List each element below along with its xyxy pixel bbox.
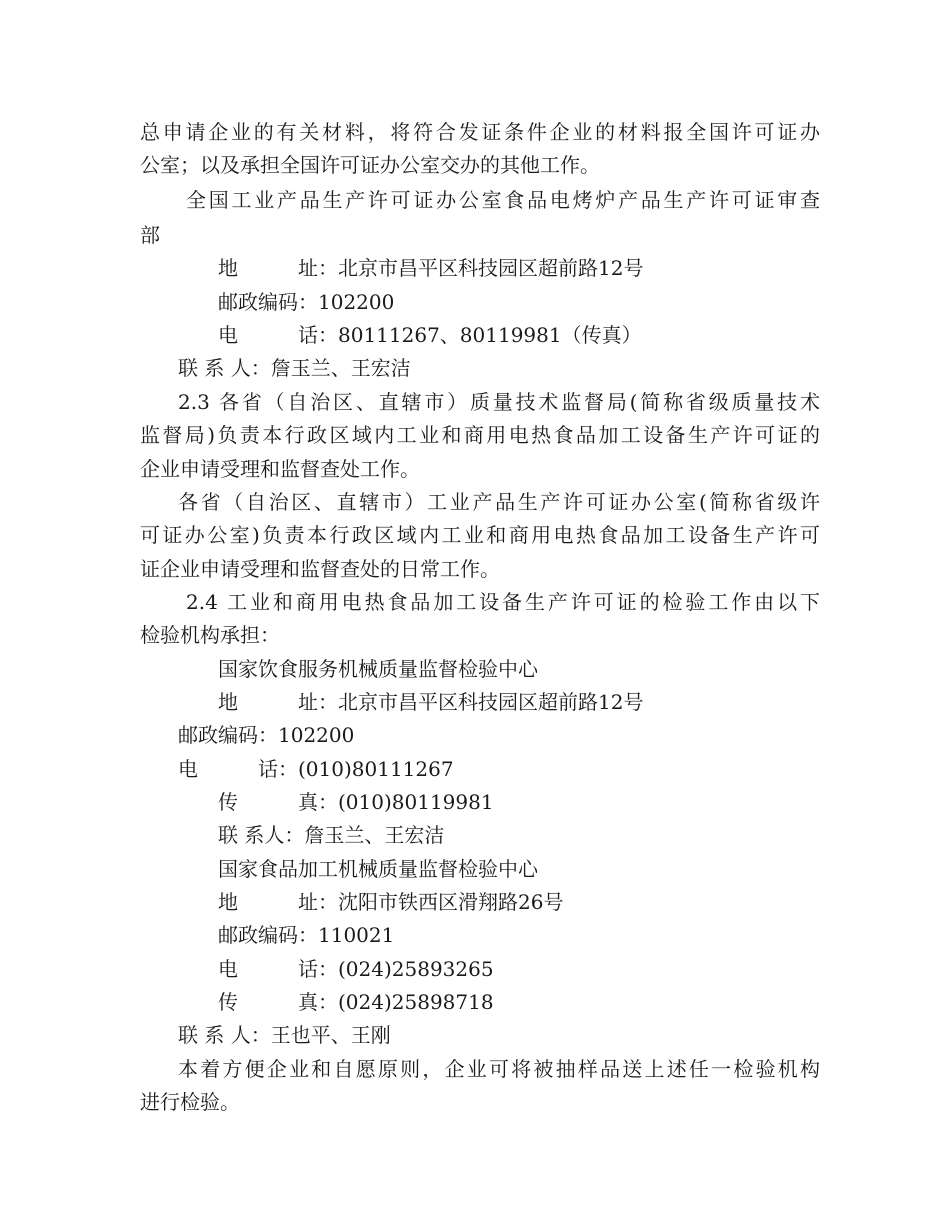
postcode-label: 邮政编码： [218,290,318,314]
address-line [218,254,643,282]
closing-text-line: 进行检验。 [140,1090,240,1114]
phone-value: (010)80111267 [298,757,454,781]
contacts-line [218,821,444,849]
contacts-line [178,354,411,382]
address-line [218,688,643,716]
postcode-line [218,921,394,949]
postcode-value: 102200 [318,290,395,314]
fax-line [218,788,494,816]
body-text-line: 可证办公室)负责本行政区域内工业和商用电热食品加工设备生产许可 [140,523,820,547]
section-2-3-line: 监督局)负责本行政区域内工业和商用电热食品加工设备生产许可证的 [140,423,820,447]
address-value: 北京市昌平区科技园区超前路12号 [338,690,644,714]
contacts-label: 联 系 人： [178,1023,271,1047]
phone-line [218,321,642,349]
phone-value: 80111267、80119981（传真） [338,323,642,347]
phone-value: (024)25893265 [338,957,494,981]
contacts-value: 詹玉兰、王宏洁 [304,823,445,847]
section-2-3-line: 企业申请受理和监督查处工作。 [140,457,420,481]
phone-label: 电 话： [178,757,298,781]
postcode-line [218,288,394,316]
contacts-value: 詹玉兰、王宏洁 [270,356,411,380]
phone-line [178,755,454,783]
fax-label: 传 真： [218,790,338,814]
postcode-value: 102200 [278,723,355,747]
phone-label: 电 话： [218,957,338,981]
postcode-label: 邮政编码： [178,723,278,747]
contacts-value: 王也平、王刚 [270,1023,391,1047]
phone-label: 电 话： [218,323,338,347]
contacts-line [178,1021,391,1049]
address-label: 地 址： [218,890,338,914]
body-text-line: 全国工业产品生产许可证办公室食品电烤炉产品生产许可证审查 [186,188,820,212]
address-label: 地 址： [218,256,338,280]
postcode-label: 邮政编码： [218,923,318,947]
body-text-line: 部 [140,223,160,247]
body-text-line: 公室；以及承担全国许可证办公室交办的其他工作。 [140,153,600,177]
address-value: 沈阳市铁西区滑翔路26号 [338,890,564,914]
fax-line [218,988,494,1016]
fax-label: 传 真： [218,990,338,1014]
body-text-line: 证企业申请受理和监督查处的日常工作。 [140,557,500,581]
closing-text-line: 本着方便企业和自愿原则，企业可将被抽样品送上述任一检验机构 [178,1057,820,1081]
center-name: 国家食品加工机械质量监督检验中心 [218,857,538,881]
address-line [218,888,563,916]
contacts-label: 联 系人： [218,823,305,847]
address-label: 地 址： [218,690,338,714]
contacts-label: 联 系 人： [178,356,271,380]
section-2-3-line: 2.3 各省（自治区、直辖市）质量技术监督局(简称省级质量技术 [178,390,820,414]
address-value: 北京市昌平区科技园区超前路12号 [338,256,644,280]
body-text-line: 总申请企业的有关材料，将符合发证条件企业的材料报全国许可证办 [140,120,820,144]
body-text-line: 各省（自治区、直辖市）工业产品生产许可证办公室(简称省级许 [178,490,820,514]
postcode-line [178,721,354,749]
fax-value: (024)25898718 [338,990,494,1014]
phone-line [218,955,494,983]
fax-value: (010)80119981 [338,790,494,814]
postcode-value: 110021 [318,923,395,947]
section-2-4-line: 检验机构承担： [140,623,280,647]
section-2-4-line: 2.4 工业和商用电热食品加工设备生产许可证的检验工作由以下 [186,590,820,614]
center-name: 国家饮食服务机械质量监督检验中心 [218,657,538,681]
